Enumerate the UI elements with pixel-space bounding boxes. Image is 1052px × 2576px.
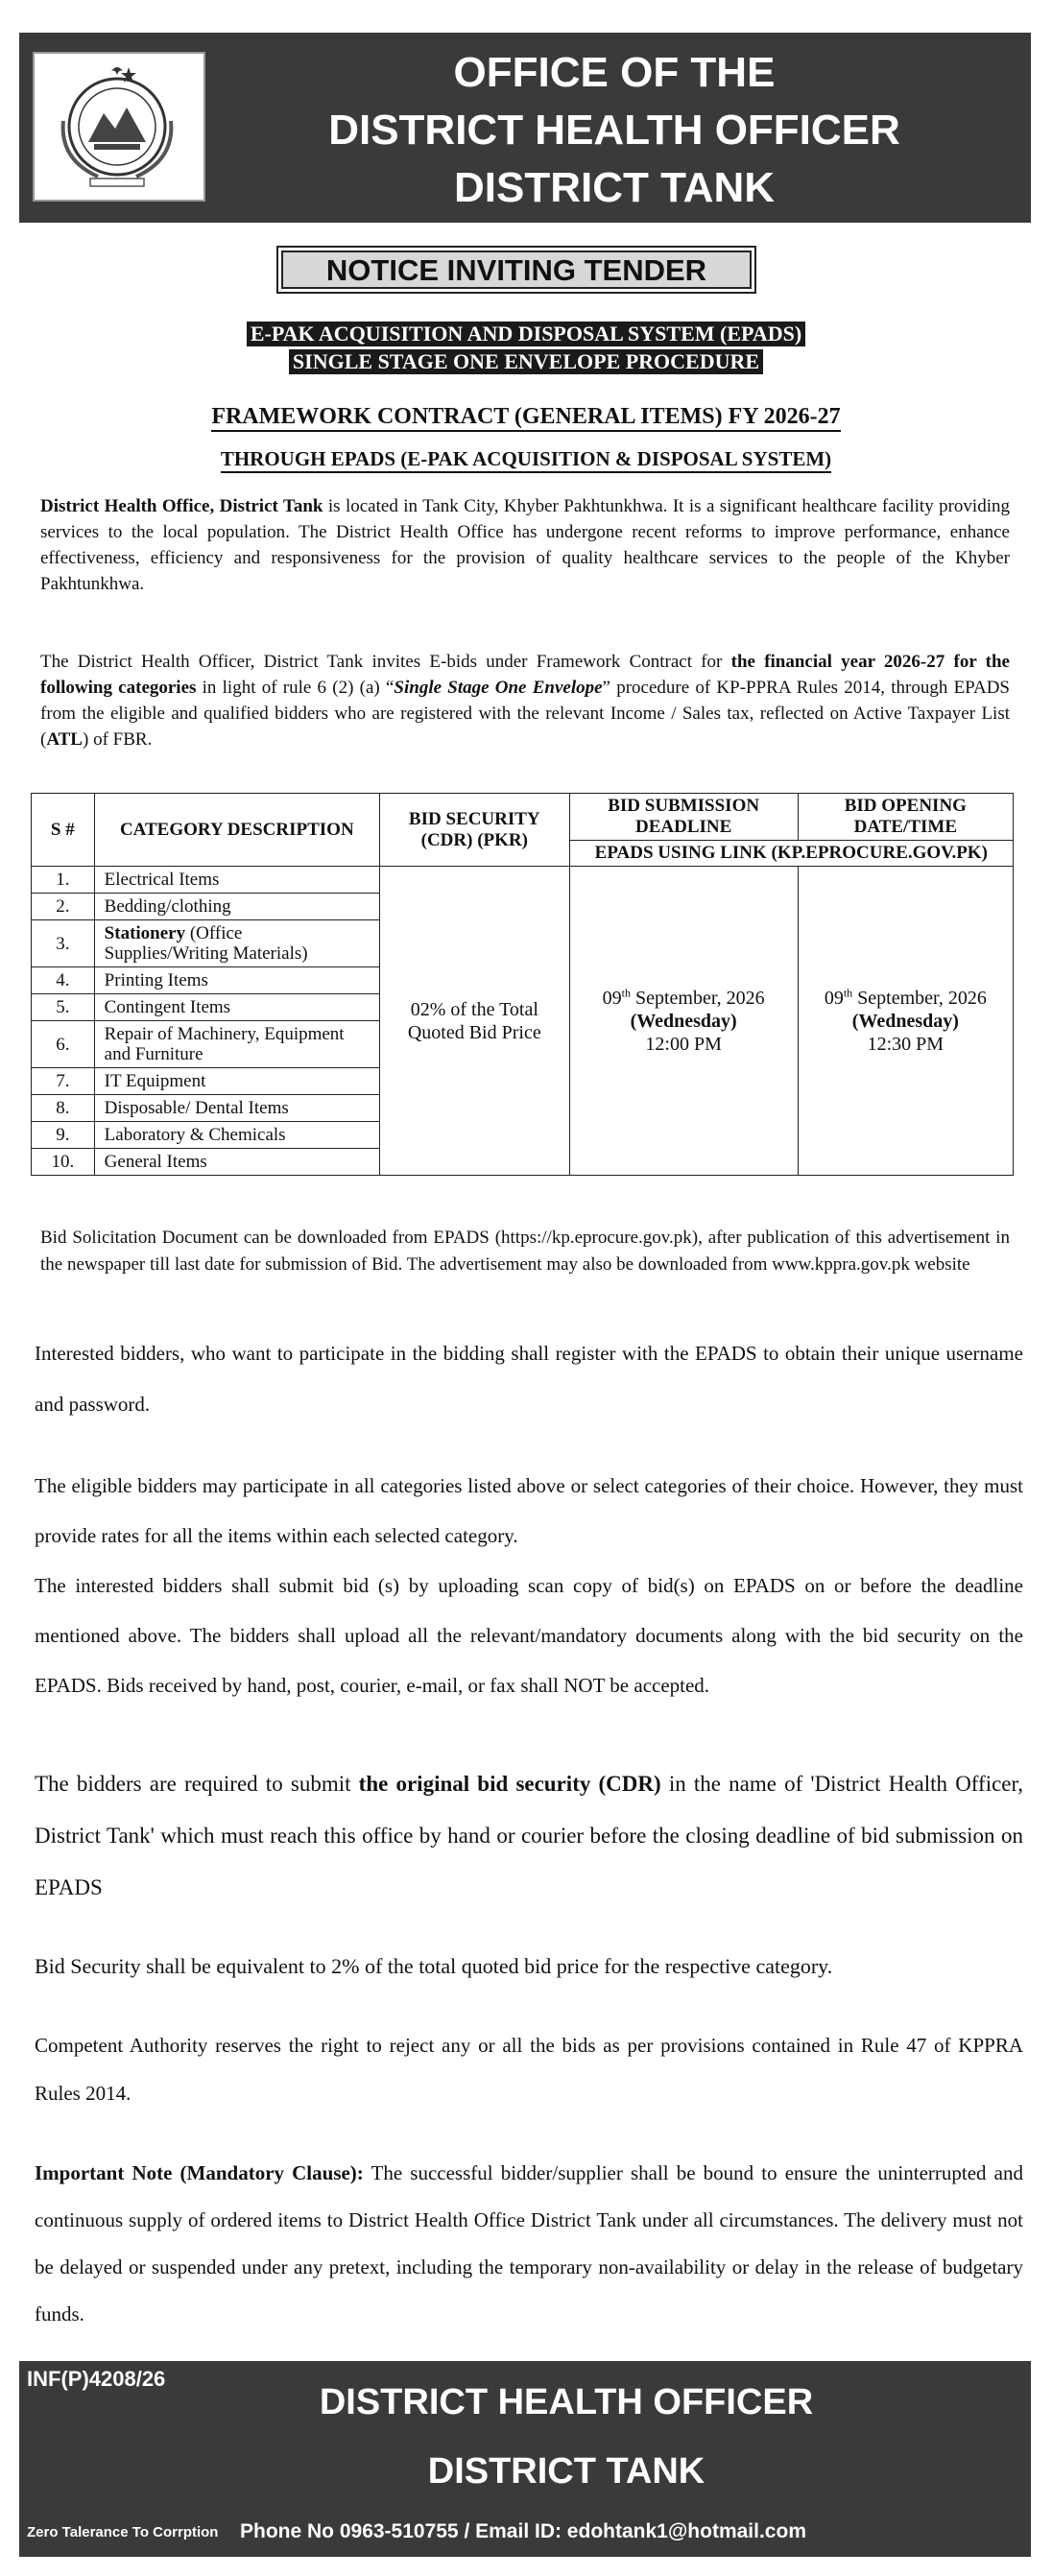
submission-time: 12:00 PM xyxy=(645,1033,722,1055)
row-number: 8. xyxy=(32,1095,95,1122)
bid-security-paragraph: Bid Security shall be equivalent to 2% of the total quoted bid price for the respective category. xyxy=(35,1954,833,1978)
intro-p2-d: Single Stage One Envelope xyxy=(394,678,603,698)
submission-weekday: (Wednesday) xyxy=(630,1010,737,1032)
row-category: Bedding/clothing xyxy=(94,894,379,920)
zero-tolerance-text: Zero Talerance To Corrption xyxy=(27,2524,219,2540)
row-category: IT Equipment xyxy=(94,1068,379,1095)
bid-security-cell: 02% of the Total Quoted Bid Price xyxy=(379,867,569,1176)
row-number: 6. xyxy=(32,1021,95,1068)
row-category: Laboratory & Chemicals xyxy=(94,1122,379,1149)
intro-paragraph-2 xyxy=(40,649,1010,752)
row-category: General Items xyxy=(94,1149,379,1176)
through-epads-heading xyxy=(0,447,1052,471)
government-seal-icon xyxy=(33,52,205,202)
row-category: Contingent Items xyxy=(94,994,379,1021)
header-title xyxy=(211,44,1017,217)
framework-heading xyxy=(0,404,1052,430)
table-row xyxy=(32,867,1014,894)
opening-weekday: (Wednesday) xyxy=(851,1010,959,1032)
row-category xyxy=(94,920,379,967)
tender-table xyxy=(31,793,1014,1176)
intro-p2-f: ATL xyxy=(46,729,83,750)
contact-info: Phone No 0963-510755 / Email ID: edohtank1@hotmail.com xyxy=(240,2520,806,2542)
authority-paragraph: Competent Authority reserves the right to reject any or all the bids as per provisions contained in Rule 47 of KPPRA Rules 2014. xyxy=(35,2034,1023,2105)
important-note-paragraph xyxy=(35,2150,1023,2338)
intro-paragraph-1 xyxy=(40,493,1010,597)
epads-heading-text-2: SINGLE STAGE ONE ENVELOPE PROCEDURE xyxy=(289,349,763,374)
intro-office-name: District Health Office, District Tank xyxy=(40,496,323,516)
original-security-paragraph xyxy=(35,1758,1023,1914)
submit-paragraph: The interested bidders shall submit bid (s) by uploading scan copy of bid(s) on EPADS on or before the deadline mentioned above. The bidders shall upload all the relevant/mandatory documents along with the bid security on the EPADS. Bids received by hand, post, courier, e-mail, or fax shall NOT be accepted. xyxy=(35,1574,1023,1697)
submission-month-year: September, 2026 xyxy=(630,987,765,1009)
important-note-label: Important Note (Mandatory Clause): xyxy=(35,2161,364,2184)
submission-date xyxy=(571,987,797,1010)
epads-heading-line-1 xyxy=(0,322,1052,346)
col-header-category: CATEGORY DESCRIPTION xyxy=(94,794,379,867)
intro-p2-b: the financial year 2026-27 for the following categories xyxy=(40,652,1010,698)
solicitation-paragraph: Bid Solicitation Document can be downloaded from EPADS (https://kp.eprocure.gov.pk), after publication of this advertisement in the newspaper till last date for submission of Bid. The advertisement may also be downloaded from www.kppra.gov.pk website xyxy=(40,1228,1010,1275)
row-category-rest: (Office Supplies/Writing Materials) xyxy=(104,923,308,964)
col-header-epads-link: EPADS USING LINK (KP.EPROCURE.GOV.PK) xyxy=(569,841,1013,867)
through-epads-heading-text: THROUGH EPADS (E-PAK ACQUISITION & DISPOSAL SYSTEM) xyxy=(221,447,831,473)
header-title-line-3: DISTRICT TANK xyxy=(453,164,776,211)
submission-day: 09 xyxy=(602,987,622,1009)
epads-heading-line-2 xyxy=(0,349,1052,374)
col-header-submission: BID SUBMISSION DEADLINE xyxy=(569,794,798,841)
row-number: 3. xyxy=(32,920,95,967)
header-title-line-2: DISTRICT HEALTH OFFICER xyxy=(328,107,900,154)
notice-title: NOTICE INVITING TENDER xyxy=(281,250,752,289)
notice-title-box xyxy=(276,246,756,294)
footer-title-1: DISTRICT HEALTH OFFICER xyxy=(319,2382,814,2422)
header-title-line-1: OFFICE OF THE xyxy=(453,49,776,96)
opening-month-year: September, 2026 xyxy=(852,987,987,1009)
row-category: Disposable/ Dental Items xyxy=(94,1095,379,1122)
row-category: Printing Items xyxy=(94,967,379,994)
col-header-opening: BID OPENING DATE/TIME xyxy=(798,794,1013,841)
opening-time: 12:30 PM xyxy=(867,1033,944,1055)
opening-day-suffix: th xyxy=(843,985,853,999)
row-number: 10. xyxy=(32,1149,95,1176)
header-banner xyxy=(19,33,1031,223)
intro-p2-a: The District Health Officer, District Tank invites E-bids under Framework Contract for xyxy=(40,652,731,672)
opening-date-cell xyxy=(798,867,1013,1176)
submission-day-suffix: th xyxy=(621,985,631,999)
intro-p2-e: ” procedure of KP-PPRA Rules 2014, through EPADS from the eligible and qualified bidders who are registered with the relevant Income / Sales tax, reflected on Active Taxpayer List ( xyxy=(40,678,1011,750)
important-note-text: The successful bidder/supplier shall be bound to ensure the uninterrupted and continuous supply of ordered items to District Health Office District Tank under all circumstances. The delivery must not be delayed or suspended under any pretext, including the temporary non-availability or delay in the release of budgetary funds. xyxy=(35,2161,1023,2326)
epads-heading-text-1: E-PAK ACQUISITION AND DISPOSAL SYSTEM (EPADS) xyxy=(247,322,805,346)
original-security-a: The bidders are required to submit xyxy=(35,1772,359,1796)
row-number: 2. xyxy=(32,894,95,920)
row-number: 1. xyxy=(32,867,95,894)
row-category-bold: Stationery xyxy=(104,923,186,943)
row-category: Repair of Machinery, Equipment and Furniture xyxy=(94,1021,379,1068)
row-number: 4. xyxy=(32,967,95,994)
opening-day: 09 xyxy=(824,987,844,1009)
register-paragraph: Interested bidders, who want to participate in the bidding shall register with the EPADS to obtain their unique username and password. xyxy=(35,1342,1023,1416)
original-security-c: in the name of 'District Health Officer, District Tank' which must reach this office by hand or courier before the closing deadline of bid submission on EPADS xyxy=(35,1772,1024,1899)
col-header-sno: S # xyxy=(32,794,95,867)
row-number: 7. xyxy=(32,1068,95,1095)
col-header-security: BID SECURITY (CDR) (PKR) xyxy=(379,794,569,867)
inf-reference: INF(P)4208/26 xyxy=(27,2367,166,2391)
row-number: 5. xyxy=(32,994,95,1021)
intro-p2-c: in light of rule 6 (2) (a) “ xyxy=(196,678,394,698)
footer-banner xyxy=(19,2361,1031,2557)
intro-p1-text: is located in Tank City, Khyber Pakhtunkhwa. It is a significant healthcare facility providing services to the local population. The District Health Office has undergone recent reforms to improve performance, enhance effectiveness, efficiency and responsiveness for the provision of quality healthcare services to the people of the Khyber Pakhtunkhwa. xyxy=(40,496,1010,594)
row-number: 9. xyxy=(32,1122,95,1149)
framework-heading-text: FRAMEWORK CONTRACT (GENERAL ITEMS) FY 2026-27 xyxy=(211,404,840,432)
original-security-b: the original bid security (CDR) xyxy=(358,1772,661,1796)
intro-p2-g: ) of FBR. xyxy=(83,729,153,750)
submission-deadline-cell xyxy=(569,867,798,1176)
opening-date xyxy=(800,987,1012,1010)
categories-paragraph: The eligible bidders may participate in all categories listed above or select categories of their choice. However, they must provide rates for all the items within each selected category. xyxy=(35,1474,1023,1547)
footer-title-2: DISTRICT TANK xyxy=(427,2451,705,2492)
row-category: Electrical Items xyxy=(94,867,379,894)
